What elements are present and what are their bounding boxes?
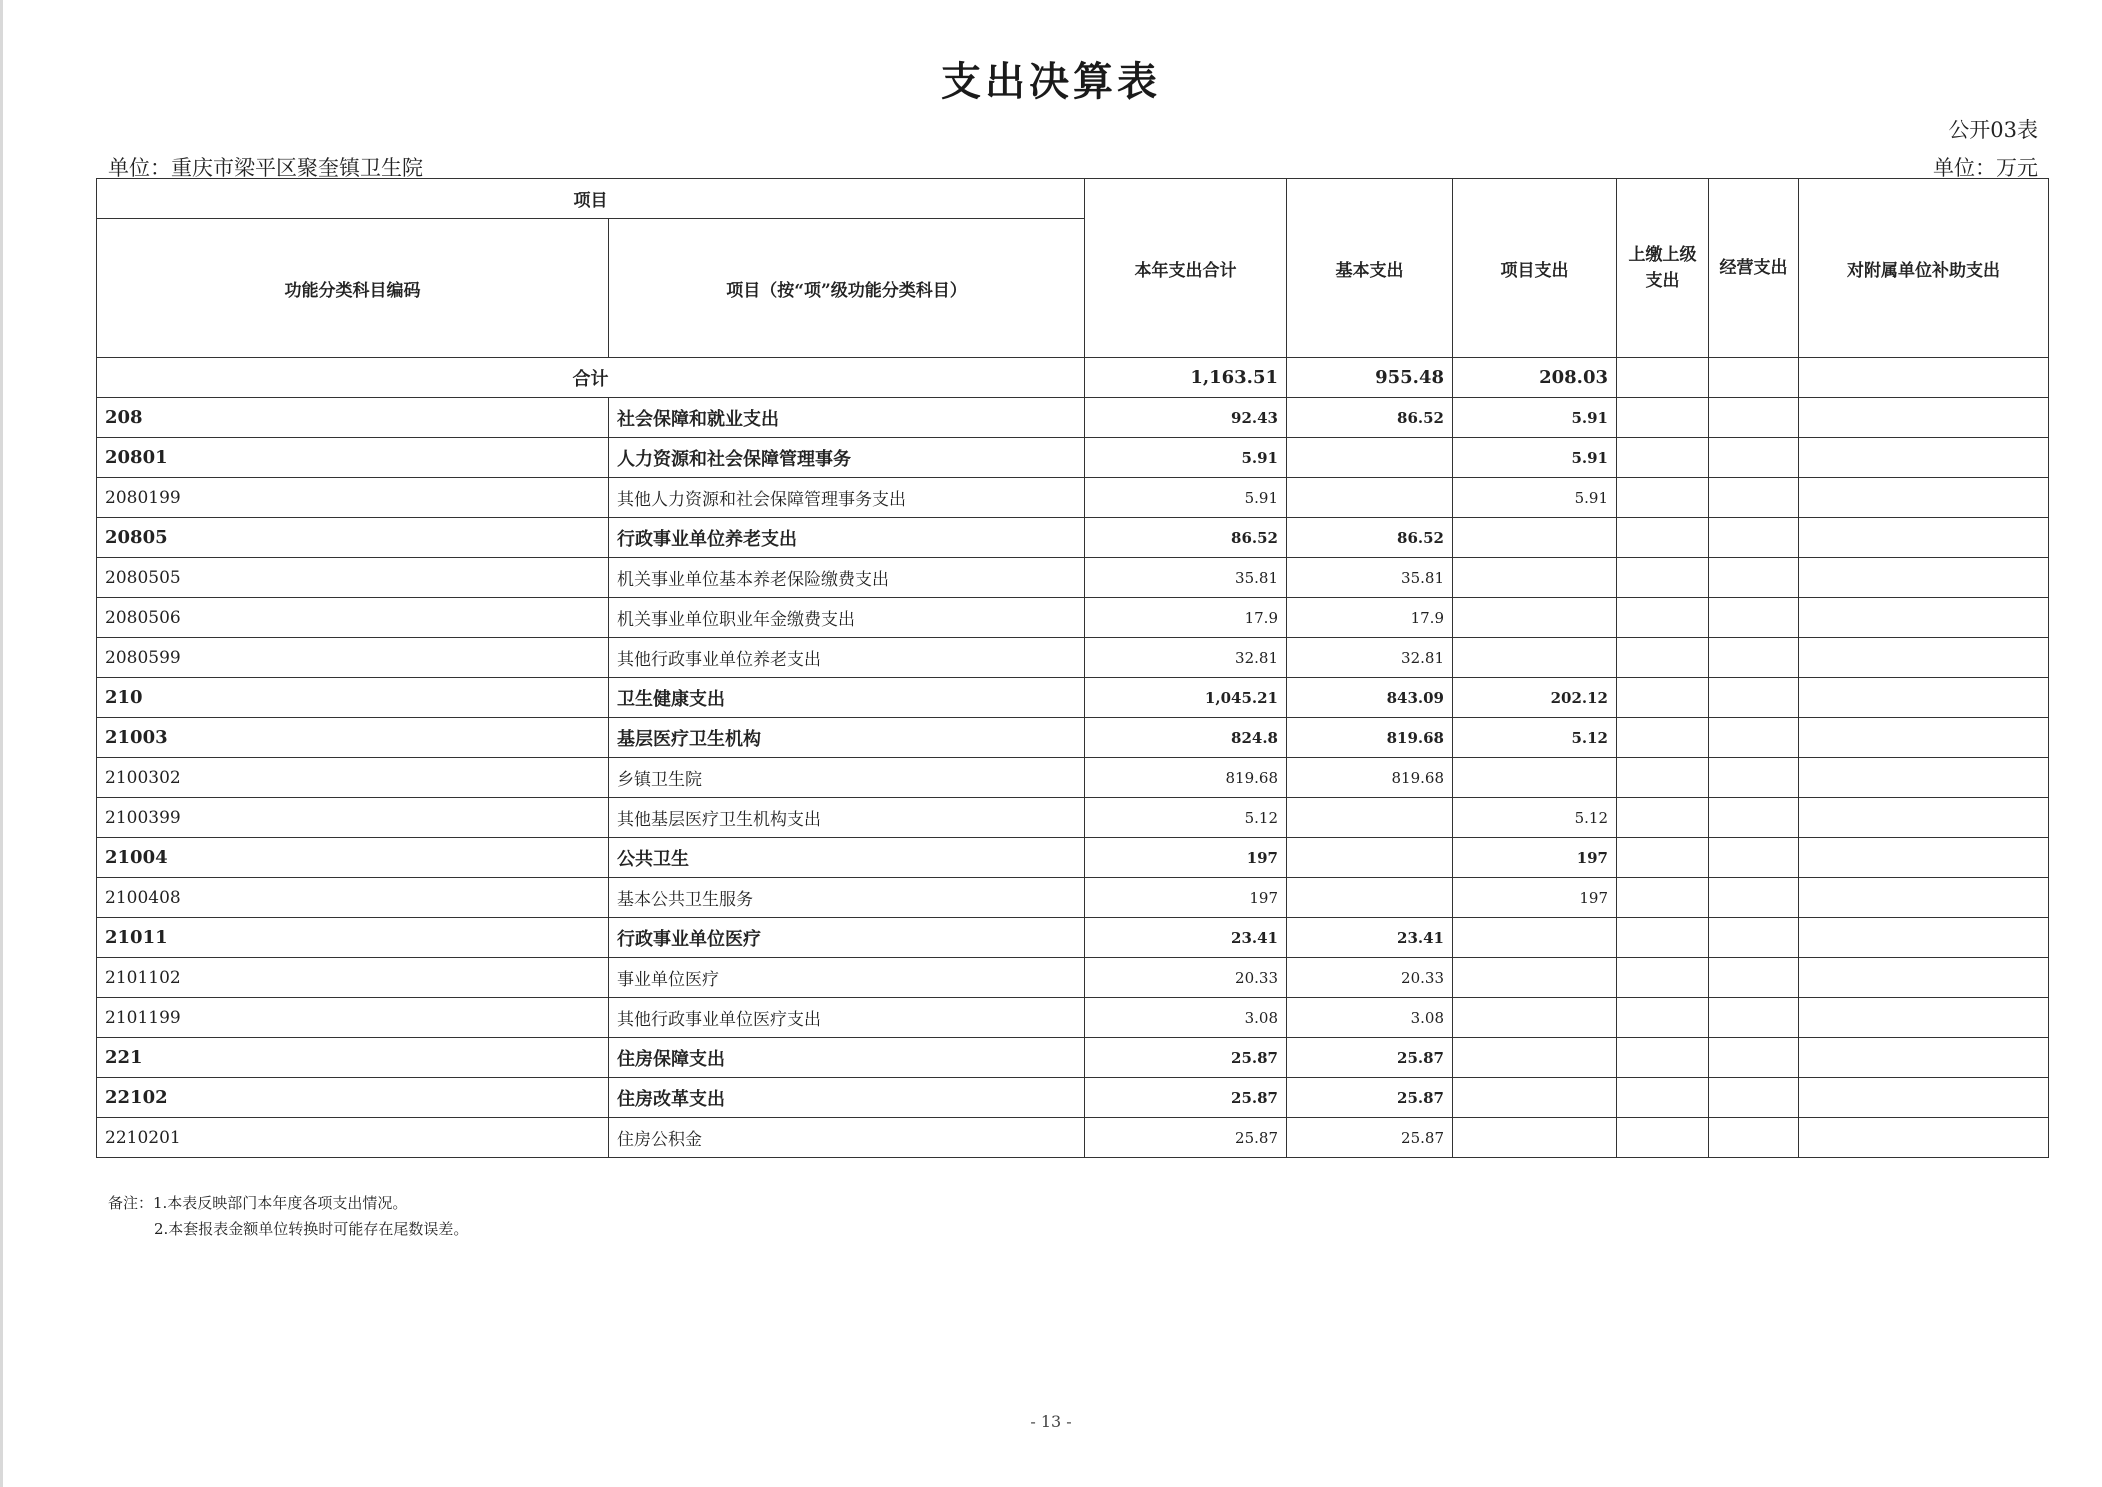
row-total: 92.43 <box>1085 398 1287 438</box>
table-row <box>97 918 2049 958</box>
header-business: 经营支出 <box>1709 179 1799 358</box>
row-code: 208 <box>97 398 609 438</box>
table-row <box>97 438 2049 478</box>
table-row <box>97 718 2049 758</box>
row-basic: 17.9 <box>1287 598 1453 638</box>
header-name: 项目（按“项”级功能分类科目） <box>609 219 1085 358</box>
row-subsidiary <box>1799 558 2049 598</box>
note-line-1: 备注：1.本表反映部门本年度各项支出情况。 <box>108 1194 408 1212</box>
row-code: 2080505 <box>97 558 609 598</box>
total-upper <box>1617 358 1709 398</box>
row-code: 221 <box>97 1038 609 1078</box>
row-basic: 25.87 <box>1287 1118 1453 1158</box>
row-name: 乡镇卫生院 <box>609 758 1085 798</box>
row-basic: 3.08 <box>1287 998 1453 1038</box>
row-code: 20805 <box>97 518 609 558</box>
notes <box>108 1190 468 1242</box>
row-upper <box>1617 918 1709 958</box>
form-number: 公开03表 <box>1948 118 2038 142</box>
total-subsidiary <box>1799 358 2049 398</box>
table-row <box>97 678 2049 718</box>
row-name: 社会保障和就业支出 <box>609 398 1085 438</box>
row-subsidiary <box>1799 518 2049 558</box>
table-row <box>97 638 2049 678</box>
row-business <box>1709 798 1799 838</box>
row-business <box>1709 478 1799 518</box>
total-label: 合计 <box>97 358 1085 398</box>
row-subsidiary <box>1799 918 2049 958</box>
row-business <box>1709 678 1799 718</box>
row-code: 2080506 <box>97 598 609 638</box>
row-business <box>1709 438 1799 478</box>
row-basic: 32.81 <box>1287 638 1453 678</box>
row-code: 2101102 <box>97 958 609 998</box>
table-row <box>97 1118 2049 1158</box>
row-name: 住房保障支出 <box>609 1038 1085 1078</box>
row-upper <box>1617 878 1709 918</box>
row-basic: 819.68 <box>1287 758 1453 798</box>
row-upper <box>1617 758 1709 798</box>
row-total: 25.87 <box>1085 1038 1287 1078</box>
row-project: 5.12 <box>1453 718 1617 758</box>
row-project <box>1453 558 1617 598</box>
row-basic: 25.87 <box>1287 1078 1453 1118</box>
row-code: 20801 <box>97 438 609 478</box>
row-subsidiary <box>1799 1078 2049 1118</box>
row-project: 5.12 <box>1453 798 1617 838</box>
row-project <box>1453 1118 1617 1158</box>
row-name: 行政事业单位养老支出 <box>609 518 1085 558</box>
row-business <box>1709 838 1799 878</box>
table-row <box>97 598 2049 638</box>
row-subsidiary <box>1799 758 2049 798</box>
header-upper-remit: 上缴上级支出 <box>1617 179 1709 358</box>
table-row <box>97 878 2049 918</box>
header-project-expense: 项目支出 <box>1453 179 1617 358</box>
row-upper <box>1617 478 1709 518</box>
row-basic <box>1287 798 1453 838</box>
row-project <box>1453 598 1617 638</box>
row-total: 35.81 <box>1085 558 1287 598</box>
row-subsidiary <box>1799 998 2049 1038</box>
row-code: 2100408 <box>97 878 609 918</box>
row-total: 5.12 <box>1085 798 1287 838</box>
table-row <box>97 958 2049 998</box>
row-name: 住房公积金 <box>609 1118 1085 1158</box>
note-line-2: 2.本套报表金额单位转换时可能存在尾数误差。 <box>154 1220 469 1238</box>
row-subsidiary <box>1799 798 2049 838</box>
table-row <box>97 838 2049 878</box>
header-basic: 基本支出 <box>1287 179 1453 358</box>
row-subsidiary <box>1799 838 2049 878</box>
row-name: 其他行政事业单位养老支出 <box>609 638 1085 678</box>
expenditure-table <box>96 178 2049 1158</box>
row-name: 机关事业单位基本养老保险缴费支出 <box>609 558 1085 598</box>
row-total: 25.87 <box>1085 1118 1287 1158</box>
total-project: 208.03 <box>1453 358 1617 398</box>
row-project <box>1453 758 1617 798</box>
row-upper <box>1617 1038 1709 1078</box>
row-total: 197 <box>1085 878 1287 918</box>
row-basic: 843.09 <box>1287 678 1453 718</box>
row-name: 人力资源和社会保障管理事务 <box>609 438 1085 478</box>
row-code: 2100399 <box>97 798 609 838</box>
row-code: 21003 <box>97 718 609 758</box>
row-upper <box>1617 798 1709 838</box>
row-subsidiary <box>1799 1038 2049 1078</box>
row-total: 3.08 <box>1085 998 1287 1038</box>
row-business <box>1709 1118 1799 1158</box>
table-row <box>97 518 2049 558</box>
row-basic: 20.33 <box>1287 958 1453 998</box>
row-code: 2080199 <box>97 478 609 518</box>
row-business <box>1709 518 1799 558</box>
row-business <box>1709 1078 1799 1118</box>
row-upper <box>1617 1118 1709 1158</box>
table-row <box>97 558 2049 598</box>
table-row <box>97 398 2049 438</box>
row-total: 25.87 <box>1085 1078 1287 1118</box>
row-project <box>1453 1038 1617 1078</box>
row-basic: 25.87 <box>1287 1038 1453 1078</box>
row-subsidiary <box>1799 1118 2049 1158</box>
row-total: 32.81 <box>1085 638 1287 678</box>
row-upper <box>1617 518 1709 558</box>
header-code: 功能分类科目编码 <box>97 219 609 358</box>
row-name: 其他行政事业单位医疗支出 <box>609 998 1085 1038</box>
row-business <box>1709 878 1799 918</box>
page-title: 支出决算表 <box>941 58 1161 105</box>
row-code: 2101199 <box>97 998 609 1038</box>
row-project: 5.91 <box>1453 478 1617 518</box>
row-total: 819.68 <box>1085 758 1287 798</box>
row-upper <box>1617 598 1709 638</box>
row-basic: 86.52 <box>1287 398 1453 438</box>
row-project: 5.91 <box>1453 398 1617 438</box>
row-total: 86.52 <box>1085 518 1287 558</box>
row-subsidiary <box>1799 678 2049 718</box>
row-business <box>1709 638 1799 678</box>
row-code: 2080599 <box>97 638 609 678</box>
row-subsidiary <box>1799 438 2049 478</box>
row-project: 202.12 <box>1453 678 1617 718</box>
row-total: 197 <box>1085 838 1287 878</box>
row-name: 卫生健康支出 <box>609 678 1085 718</box>
row-subsidiary <box>1799 958 2049 998</box>
row-basic: 23.41 <box>1287 918 1453 958</box>
row-code: 21004 <box>97 838 609 878</box>
row-upper <box>1617 438 1709 478</box>
row-project: 197 <box>1453 878 1617 918</box>
row-upper <box>1617 718 1709 758</box>
row-upper <box>1617 678 1709 718</box>
row-subsidiary <box>1799 398 2049 438</box>
row-upper <box>1617 638 1709 678</box>
row-business <box>1709 558 1799 598</box>
row-business <box>1709 598 1799 638</box>
header-subsidiary: 对附属单位补助支出 <box>1799 179 2049 358</box>
row-basic: 86.52 <box>1287 518 1453 558</box>
table-row <box>97 758 2049 798</box>
row-upper <box>1617 838 1709 878</box>
row-business <box>1709 998 1799 1038</box>
row-upper <box>1617 958 1709 998</box>
row-business <box>1709 758 1799 798</box>
row-total: 17.9 <box>1085 598 1287 638</box>
row-basic: 35.81 <box>1287 558 1453 598</box>
table-row <box>97 998 2049 1038</box>
row-subsidiary <box>1799 878 2049 918</box>
row-total: 20.33 <box>1085 958 1287 998</box>
row-basic <box>1287 878 1453 918</box>
total-basic: 955.48 <box>1287 358 1453 398</box>
row-total: 5.91 <box>1085 478 1287 518</box>
row-project <box>1453 958 1617 998</box>
total-business <box>1709 358 1799 398</box>
row-project <box>1453 998 1617 1038</box>
scan-edge <box>0 0 3 1487</box>
row-name: 基本公共卫生服务 <box>609 878 1085 918</box>
row-code: 210 <box>97 678 609 718</box>
table-row <box>97 1038 2049 1078</box>
row-business <box>1709 718 1799 758</box>
row-name: 住房改革支出 <box>609 1078 1085 1118</box>
row-upper <box>1617 1078 1709 1118</box>
total-row <box>97 358 2049 398</box>
table-row <box>97 798 2049 838</box>
row-name: 机关事业单位职业年金缴费支出 <box>609 598 1085 638</box>
row-code: 2100302 <box>97 758 609 798</box>
row-code: 2210201 <box>97 1118 609 1158</box>
row-upper <box>1617 558 1709 598</box>
row-basic <box>1287 478 1453 518</box>
row-total: 824.8 <box>1085 718 1287 758</box>
total-sum: 1,163.51 <box>1085 358 1287 398</box>
row-name: 事业单位医疗 <box>609 958 1085 998</box>
row-business <box>1709 398 1799 438</box>
table-row <box>97 478 2049 518</box>
row-basic <box>1287 438 1453 478</box>
row-name: 基层医疗卫生机构 <box>609 718 1085 758</box>
header-project-group: 项目 <box>97 179 1085 219</box>
row-subsidiary <box>1799 638 2049 678</box>
row-name: 行政事业单位医疗 <box>609 918 1085 958</box>
row-project <box>1453 518 1617 558</box>
row-name: 公共卫生 <box>609 838 1085 878</box>
currency-unit: 单位：万元 <box>1933 156 2038 180</box>
row-basic: 819.68 <box>1287 718 1453 758</box>
row-project: 5.91 <box>1453 438 1617 478</box>
row-project: 197 <box>1453 838 1617 878</box>
row-name: 其他人力资源和社会保障管理事务支出 <box>609 478 1085 518</box>
row-business <box>1709 918 1799 958</box>
row-total: 5.91 <box>1085 438 1287 478</box>
row-project <box>1453 1078 1617 1118</box>
row-name: 其他基层医疗卫生机构支出 <box>609 798 1085 838</box>
row-basic <box>1287 838 1453 878</box>
reporting-unit: 单位：重庆市梁平区聚奎镇卫生院 <box>108 156 423 180</box>
row-business <box>1709 1038 1799 1078</box>
page-number: - 13 - <box>1030 1412 1072 1431</box>
header-total: 本年支出合计 <box>1085 179 1287 358</box>
row-project <box>1453 638 1617 678</box>
row-total: 23.41 <box>1085 918 1287 958</box>
row-project <box>1453 918 1617 958</box>
row-upper <box>1617 998 1709 1038</box>
row-code: 21011 <box>97 918 609 958</box>
row-subsidiary <box>1799 478 2049 518</box>
row-business <box>1709 958 1799 998</box>
row-upper <box>1617 398 1709 438</box>
row-total: 1,045.21 <box>1085 678 1287 718</box>
row-subsidiary <box>1799 718 2049 758</box>
row-code: 22102 <box>97 1078 609 1118</box>
table-row <box>97 1078 2049 1118</box>
row-subsidiary <box>1799 598 2049 638</box>
